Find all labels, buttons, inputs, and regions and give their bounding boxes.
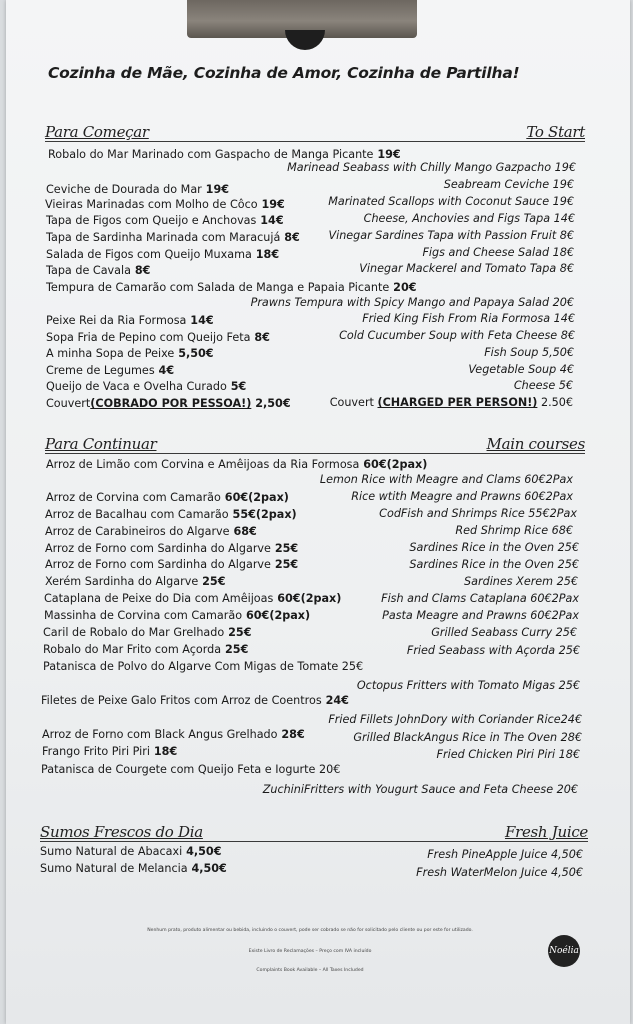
dish-name: A minha Sopa de Peixe: [46, 347, 175, 360]
menu-headline: Cozinha de Mãe, Cozinha de Amor, Cozinha de Partilha!: [48, 64, 520, 82]
section-main-header: [45, 431, 585, 454]
main-en-14: Fried Chicken Piri Piri 18€: [436, 748, 580, 761]
main-pt-14: [42, 745, 177, 759]
dish-price: 14€: [256, 214, 284, 227]
dish-name: Patanisca de Courgete com Queijo Feta e Iogurte 20€: [41, 763, 341, 776]
dish-name: Tapa de Cavala: [46, 264, 131, 277]
main-en-13: Grilled BlackAngus Rice in The Oven 28€: [353, 731, 582, 744]
dish-price: 24€: [321, 694, 349, 707]
dish-name: Couvert: [46, 397, 91, 410]
main-en-8: Pasta Meagre and Prawns 60€2Pax: [382, 609, 579, 622]
main-pt-8: [44, 609, 310, 623]
dish-price: 60€(2pax): [242, 609, 311, 622]
main-pt-4: [45, 542, 298, 556]
dish-name: Caril de Robalo do Mar Grelhado: [43, 626, 225, 639]
dish-price: 55€(2pax): [228, 508, 297, 521]
main-pt-0: [46, 458, 427, 472]
dish-price: 60€(2pax): [273, 592, 342, 605]
start-en-9: Cold Cucumber Soup with Feta Cheese 8€: [339, 329, 575, 342]
dish-price: 18€: [149, 745, 178, 758]
dish-name: Queijo de Vaca e Ovelha Curado: [46, 380, 227, 393]
main-en-9: Grilled Seabass Curry 25€: [431, 626, 577, 639]
start-pt-8: [46, 314, 214, 328]
dish-price: 4,50€: [182, 845, 222, 858]
dish-name: Frango Frito Piri Piri: [42, 745, 150, 758]
dish-name: Arroz de Forno com Sardinha do Algarve: [45, 542, 271, 555]
section-start-pt: Para Começar: [45, 123, 149, 141]
couvert-note: (CHARGED PER PERSON!): [377, 396, 538, 409]
dish-price: 5€: [226, 380, 247, 393]
main-en-15: ZuchiniFritters with Yougurt Sauce and Feta Cheese 20€: [262, 783, 578, 796]
dish-name: Arroz de Bacalhau com Camarão: [45, 508, 229, 521]
start-en-11: Vegetable Soup 4€: [468, 363, 574, 376]
start-pt-12: [46, 380, 246, 394]
dish-name: Tapa de Sardinha Marinada com Maracujá: [46, 231, 281, 244]
dish-price: 14€: [186, 314, 214, 327]
dish-price: 4,50€: [187, 862, 227, 875]
dish-price: 19€: [201, 183, 230, 196]
main-pt-15: [41, 763, 340, 777]
main-pt-5: [45, 558, 298, 572]
main-en-3: Red Shrimp Rice 68€: [455, 524, 573, 537]
section-main-pt: Para Continuar: [45, 435, 157, 453]
dish-name: Robalo do Mar Frito com Açorda: [43, 643, 222, 656]
dish-note: (COBRADO POR PESSOA!): [90, 397, 252, 410]
dish-name: Robalo do Mar Marinado com Gaspacho de Manga Picante: [48, 148, 374, 161]
start-pt-4: [46, 231, 300, 245]
restaurant-logo: Noélia: [548, 935, 580, 967]
dish-price: 19€: [257, 198, 285, 211]
juice-pt-0: [40, 845, 222, 859]
start-pt-2: [45, 198, 285, 212]
juice-pt-1: [40, 862, 227, 876]
start-en-10: Fish Soup 5,50€: [484, 346, 574, 359]
dish-name: Sumo Natural de Melancia: [40, 862, 188, 875]
main-en-7: Fish and Clams Cataplana 60€2Pax: [381, 592, 579, 605]
juice-en-1: Fresh WaterMelon Juice 4,50€: [416, 866, 583, 879]
dish-price: 19€: [373, 148, 401, 161]
start-pt-6: [46, 264, 150, 278]
footer-complaints-en: Complaints Book Available – All Taxes Included: [256, 968, 364, 973]
main-pt-3: [45, 525, 257, 539]
dish-name: Tapa de Figos com Queijo e Anchovas: [46, 214, 257, 227]
dish-price: 5,50€: [174, 347, 214, 360]
dish-price: 25€: [221, 643, 249, 656]
main-en-4: Sardines Rice in the Oven 25€: [409, 541, 579, 554]
dish-price: 2,50€: [251, 397, 291, 410]
dish-name: Filetes de Peixe Galo Fritos com Arroz de Coentros: [41, 694, 322, 707]
start-pt-0: [48, 148, 401, 162]
start-en-0: Marinead Seabass with Chilly Mango Gazpacho 19€: [287, 161, 576, 174]
dish-name: Arroz de Forno com Sardinha do Algarve: [45, 558, 271, 571]
dish-price: 60€(2pax): [359, 458, 428, 471]
start-en-8: Fried King Fish From Ria Formosa 14€: [362, 312, 575, 325]
section-start-header: [45, 119, 585, 142]
dish-price: 20€: [389, 281, 417, 294]
dish-price: 8€: [250, 331, 270, 344]
main-en-5: Sardines Rice in the Oven 25€: [409, 558, 579, 571]
start-en-3: Cheese, Anchovies and Figs Tapa 14€: [363, 212, 575, 225]
start-en-6: Vinegar Mackerel and Tomato Tapa 8€: [359, 262, 574, 275]
dish-price: 8€: [280, 231, 300, 244]
section-main-en: Main courses: [486, 435, 585, 453]
main-en-2: CodFish and Shrimps Rice 55€2Pax: [379, 507, 577, 520]
main-en-12: Fried Fillets JohnDory with Coriander Rice24€: [328, 713, 582, 726]
dish-price: 60€(2pax): [220, 491, 289, 504]
main-en-0: Lemon Rice with Meagre and Clams 60€2Pax: [319, 473, 573, 486]
dish-price: 25€: [224, 626, 252, 639]
main-pt-11: [43, 660, 363, 674]
start-pt-5: [46, 248, 279, 262]
start-pt-13: [46, 397, 291, 411]
footer-notice: Nenhum prato, produto alimentar ou bebida, incluindo o couvert, pode ser cobrado se não for solicitado pelo cliente ou por este for utilizado.: [147, 928, 473, 933]
dish-name: Arroz de Limão com Corvina e Amêijoas da Ria Formosa: [46, 458, 360, 471]
main-pt-13: [42, 728, 305, 742]
start-pt-3: [46, 214, 284, 228]
dish-name: Massinha de Corvina com Camarão: [44, 609, 243, 622]
section-juice-header: [40, 819, 588, 842]
main-en-6: Sardines Xerem 25€: [464, 575, 578, 588]
start-pt-7: [46, 281, 417, 295]
dish-price: 8€: [131, 264, 151, 277]
start-pt-10: [46, 347, 214, 361]
dish-name: Peixe Rei da Ria Formosa: [46, 314, 187, 327]
dish-price: 28€: [277, 728, 305, 741]
dish-name: Xerém Sardinha do Algarve: [45, 575, 199, 588]
dish-name: Creme de Legumes: [46, 364, 155, 377]
couvert-label: Couvert: [329, 396, 378, 409]
dish-name: Arroz de Forno com Black Angus Grelhado: [42, 728, 278, 741]
juice-en-0: Fresh PineApple Juice 4,50€: [427, 848, 583, 861]
dish-name: Sumo Natural de Abacaxi: [40, 845, 183, 858]
main-en-1: Rice wtith Meagre and Prawns 60€2Pax: [351, 490, 573, 503]
dish-name: Tempura de Camarão com Salada de Manga e Papaia Picante: [46, 281, 390, 294]
dish-name: Sopa Fria de Pepino com Queijo Feta: [46, 331, 251, 344]
start-en-7: Prawns Tempura with Spicy Mango and Papaya Salad 20€: [250, 296, 574, 309]
start-en-1: Seabream Ceviche 19€: [443, 178, 574, 191]
dish-price: 25€: [198, 575, 226, 588]
main-pt-7: [44, 592, 341, 606]
main-pt-12: [41, 694, 349, 708]
dish-name: Arroz de Carabineiros do Algarve: [45, 525, 230, 538]
dish-name: Arroz de Corvina com Camarão: [46, 491, 221, 504]
main-pt-2: [45, 508, 297, 522]
main-en-11: Octopus Fritters with Tomato Migas 25€: [356, 679, 580, 692]
dish-price: 18€: [251, 248, 280, 261]
dish-name: Ceviche de Dourada do Mar: [46, 183, 202, 196]
start-en-5: Figs and Cheese Salad 18€: [422, 246, 574, 259]
start-en-2: Marinated Scallops with Coconut Sauce 19€: [328, 195, 574, 208]
start-pt-9: [46, 331, 270, 345]
dish-name: Patanisca de Polvo do Algarve Com Migas de Tomate 25€: [43, 660, 364, 673]
footer-complaints-pt: Existe Livro de Reclamações – Preço com IVA incluído: [248, 949, 372, 954]
dish-price: 25€: [270, 558, 299, 571]
start-pt-1: [46, 183, 229, 197]
main-pt-1: [46, 491, 289, 505]
start-en-4: Vinegar Sardines Tapa with Passion Fruit 8€: [328, 229, 574, 242]
section-start-en: To Start: [526, 123, 585, 141]
couvert-en: [330, 396, 573, 410]
main-pt-10: [43, 643, 248, 657]
dish-name: Cataplana de Peixe do Dia com Amêijoas: [44, 592, 274, 605]
dish-price: 4€: [154, 364, 175, 377]
dish-name: Salada de Figos com Queijo Muxama: [46, 248, 252, 261]
dish-price: 25€: [270, 542, 299, 555]
couvert-price: 2.50€: [537, 396, 573, 409]
main-pt-9: [43, 626, 251, 640]
main-pt-6: [45, 575, 225, 589]
start-pt-11: [46, 364, 174, 378]
section-juice-en: Fresh Juice: [504, 823, 588, 841]
start-en-12: Cheese 5€: [513, 379, 573, 392]
section-juice-pt: Sumos Frescos do Dia: [40, 823, 203, 841]
dish-price: 68€: [229, 525, 257, 538]
dish-name: Vieiras Marinadas com Molho de Côco: [45, 198, 258, 211]
main-en-10: Fried Seabass with Açorda 25€: [406, 644, 580, 657]
